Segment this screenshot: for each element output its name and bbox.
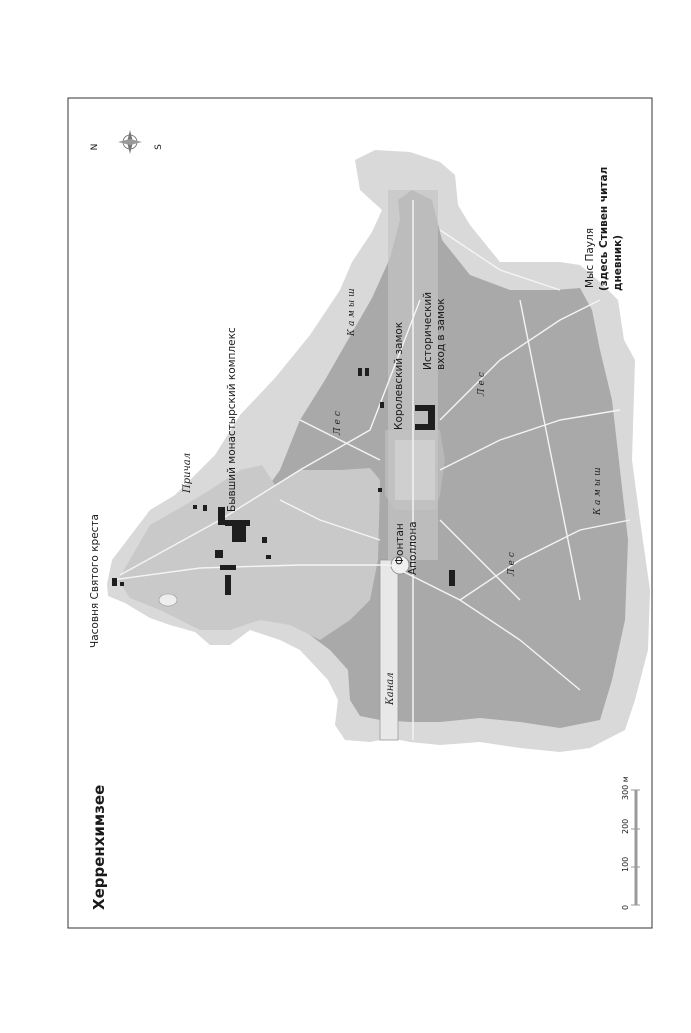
label-forest-3: Лес (507, 549, 517, 576)
label-palace: Королевский замок (393, 321, 405, 430)
label-monastery: Бывший монастырский комплекс (226, 327, 238, 512)
label-canal: Канал (385, 672, 396, 705)
small-island (159, 594, 177, 606)
scale-tick-200: 200 (621, 818, 630, 834)
label-reeds-south: Камыш (593, 464, 603, 515)
label-fountain-1: Фонтан (394, 523, 406, 565)
label-forest-2: Лес (477, 369, 487, 396)
compass-s-label: S (154, 144, 164, 150)
compass-n-label: N (90, 143, 100, 151)
label-entrance-2: вход в замок (435, 298, 447, 370)
label-forest-1: Лес (333, 408, 343, 435)
label-fountain-2: Аполлона (407, 521, 419, 575)
scale-tick-0: 0 (621, 904, 630, 910)
scale-tick-100: 100 (621, 856, 630, 872)
label-entrance-1: Исторический (422, 291, 434, 370)
canal (380, 560, 398, 740)
label-reeds-north: Камыш (347, 285, 357, 336)
label-chapel: Часовня Святого креста (89, 514, 101, 648)
label-cape-2: (здесь Стивен читал (598, 166, 610, 291)
scale-tick-300: 300 м (621, 776, 630, 800)
label-pier: Причал (182, 452, 193, 493)
label-cape-3: дневник) (612, 234, 624, 291)
map-title: Херренхимзее (90, 784, 108, 910)
label-cape-1: Мыс Пауля (584, 227, 596, 288)
